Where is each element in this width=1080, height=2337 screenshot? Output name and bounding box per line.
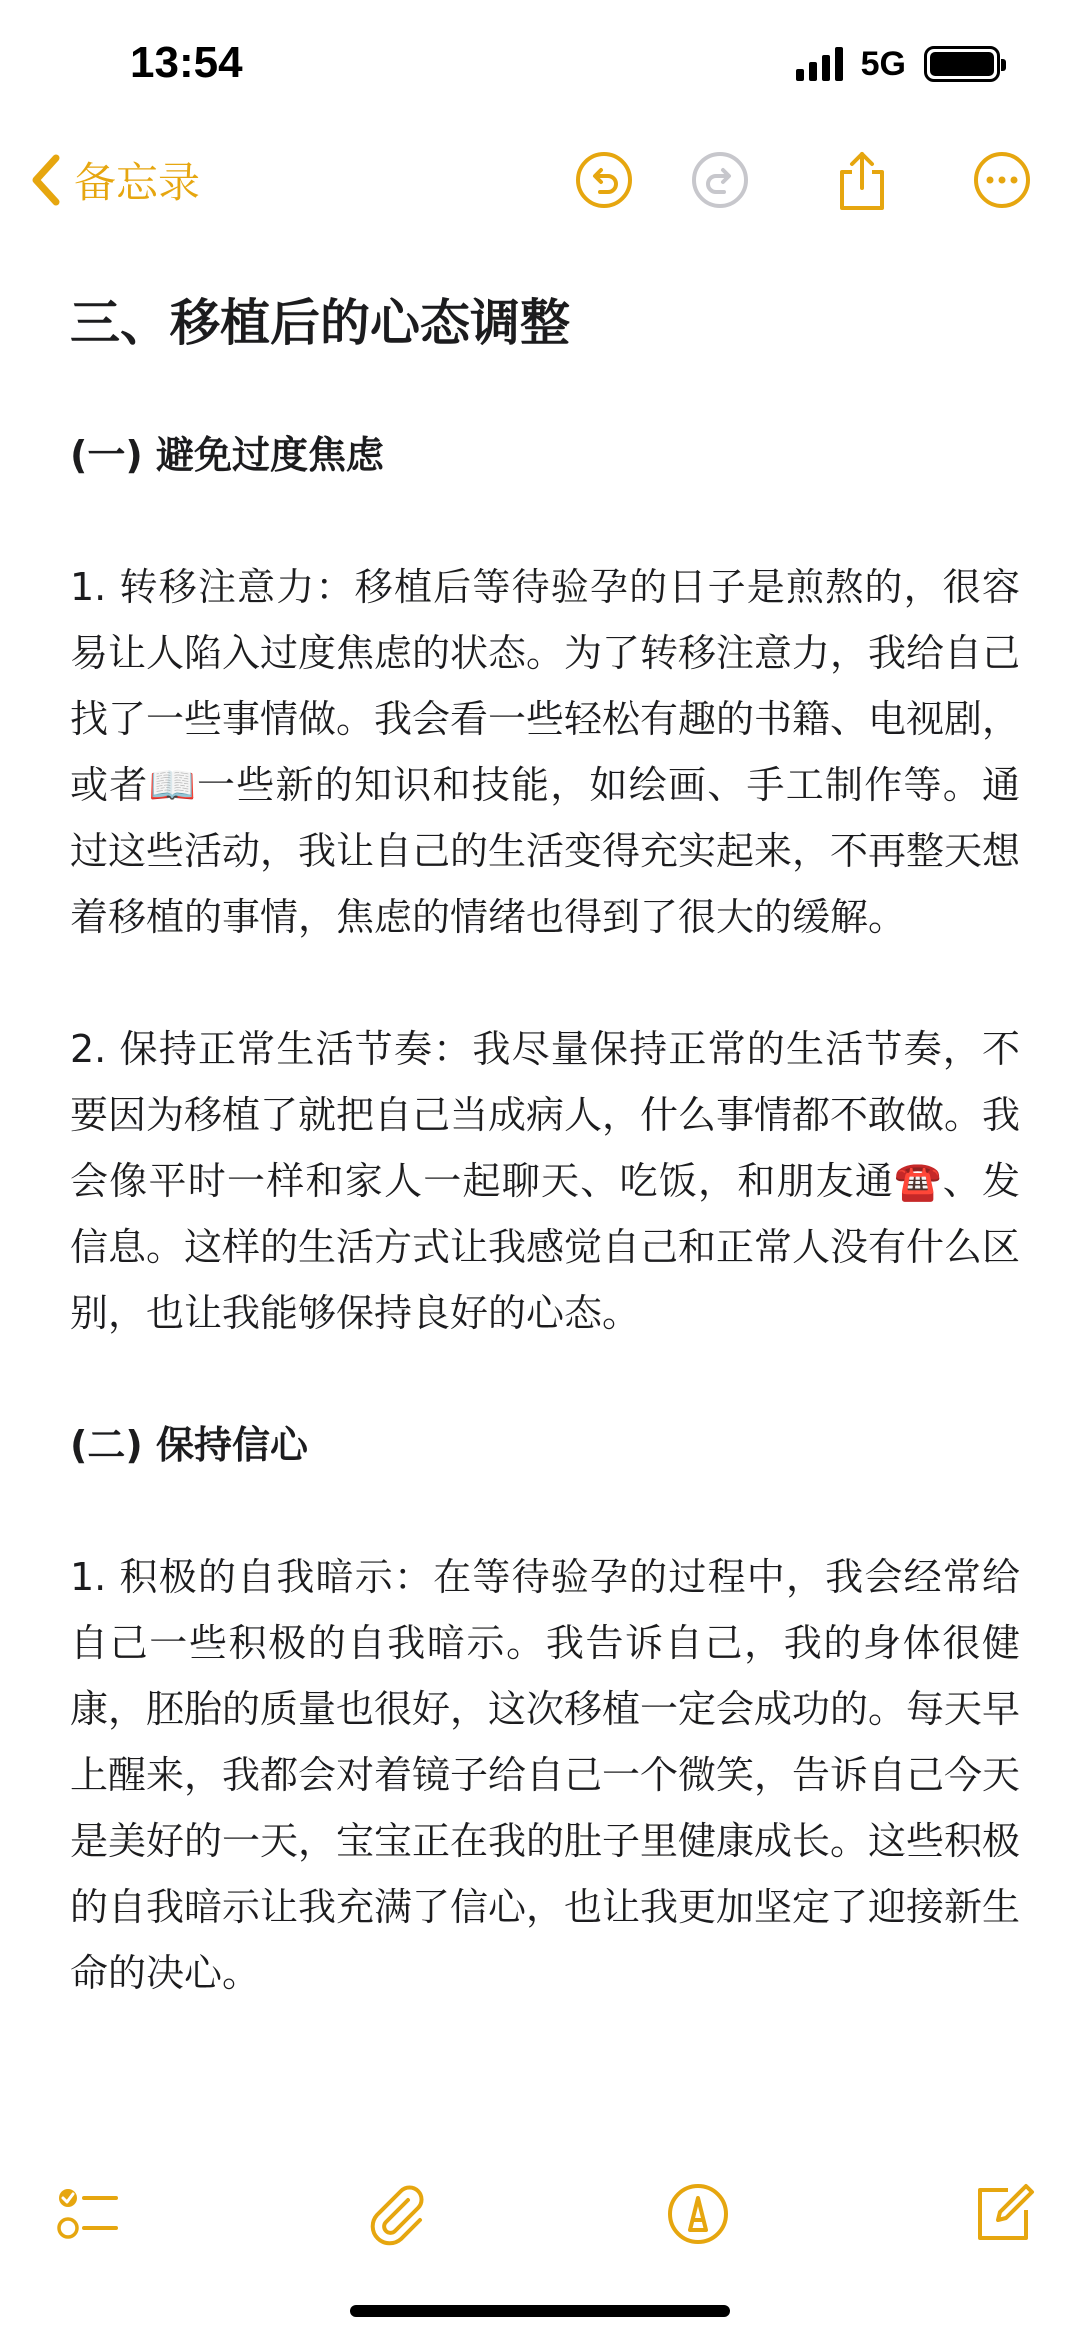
section-heading-2: (二) 保持信心 — [70, 1423, 308, 1467]
checklist-icon[interactable] — [52, 2178, 124, 2250]
network-type: 5G — [860, 44, 906, 83]
note-title: 三、移植后的心态调整 — [70, 294, 570, 352]
markup-icon[interactable] — [662, 2178, 734, 2250]
attachment-icon[interactable] — [360, 2178, 432, 2250]
note-paragraph-3: 1. 积极的自我暗示：在等待验孕的过程中，我会经常给自己一些积极的自我暗示。我告诉自己，我的身体很健康，胚胎的质量也很好，这次移植一定会成功的。每天早上醒来，我都会对着镜子给自己一个微笑，告诉自己今天是美好的一天，宝宝正在我的肚子里健康成长。这些积极的自我暗示让我充满了信心，也让我更加坚定了迎接新生命的决心。 — [70, 1555, 1021, 1995]
note-body[interactable] — [70, 290, 1020, 2072]
battery-icon — [924, 46, 1000, 82]
chevron-left-icon — [28, 152, 62, 208]
redo-icon[interactable] — [688, 148, 752, 212]
note-paragraph-2: 2. 保持正常生活节奏：我尽量保持正常的生活节奏，不要因为移植了就把自己当成病人，什么事情都不敢做。我会像平时一样和家人一起聊天、吃饭，和朋友通☎️、发信息。这样的生活方式让我感觉自己和正常人没有什么区别，也让我能够保持良好的心态。 — [70, 1027, 1021, 1335]
note-paragraph-1: 1. 转移注意力：移植后等待验孕的日子是煎熬的，很容易让人陷入过度焦虑的状态。为了转移注意力，我给自己找了一些事情做。我会看一些轻松有趣的书籍、电视剧，或者📖一些新的知识和技能，如绘画、手工制作等。通过这些活动，我让自己的生活变得充实起来，不再整天想着移植的事情，焦虑的情绪也得到了很大的缓解。 — [70, 565, 1021, 939]
undo-icon[interactable] — [572, 148, 636, 212]
share-icon[interactable] — [830, 148, 894, 212]
back-label: 备忘录 — [74, 158, 201, 207]
section-heading-1: (一) 避免过度焦虑 — [70, 433, 384, 477]
status-time: 13:54 — [130, 38, 243, 87]
status-bar — [0, 0, 1080, 130]
nav-bar — [0, 130, 1080, 230]
home-indicator[interactable] — [350, 2305, 730, 2317]
more-icon[interactable] — [970, 148, 1034, 212]
signal-icon — [796, 47, 843, 81]
back-button[interactable] — [28, 148, 200, 212]
content-fade — [0, 2090, 1080, 2150]
status-indicators — [796, 44, 1000, 84]
compose-icon[interactable] — [966, 2178, 1038, 2250]
